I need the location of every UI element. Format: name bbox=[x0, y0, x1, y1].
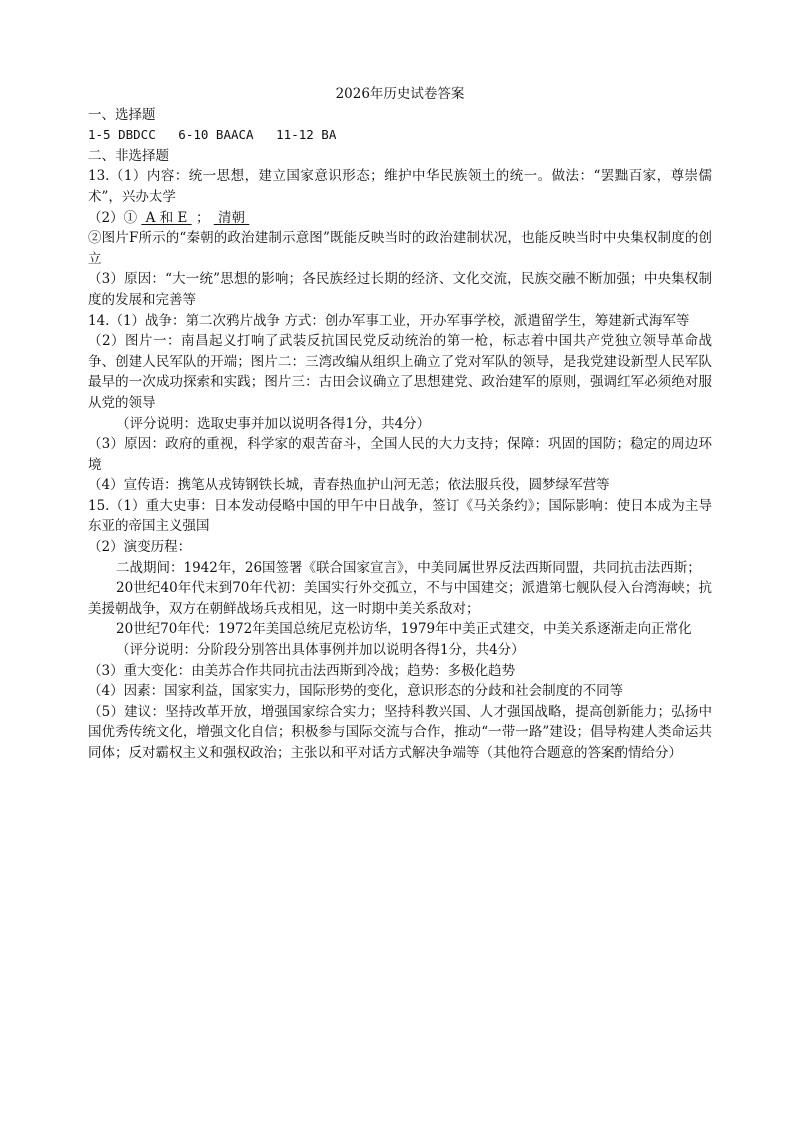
page-title: 2026年历史试卷答案 bbox=[335, 86, 465, 102]
q13-blank-answer-2: 清朝 bbox=[213, 209, 250, 226]
q15-stage-wwii: 二战期间：1942年，26国签署《联合国家宣言》，中美同属世界反法西斯同盟，共同抗击法西斯； bbox=[116, 559, 701, 576]
q14-part2: （2）图片一：南昌起义打响了武装反抗国民党反动统治的第一枪，标志着中国共产党独立领导革命战争、创建人民军队的开端；图片二：三湾改编从组织上确立了党对军队的领导，是我党建设新型人民军队最早的一次成功探索和实践；图片三：古田会议确立了思想建党、政治建军的原则，强调红军必须绝对服从党的领导 bbox=[88, 333, 712, 411]
q15-stage-hostile: 20世纪40年代末到70年代初：美国实行外交孤立，不与中国建交；派遣第七舰队侵入台湾海峡；抗美援朝战争，双方在朝鲜战场兵戎相见，这一时期中美关系敌对； bbox=[88, 580, 712, 617]
section-heading-choice: 一、选择题 bbox=[88, 106, 156, 123]
q15-part1: 15.（1）重大史事：日本发动侵略中国的甲午中日战争，签订《马关条约》；国际影响：使日本成为主导东亚的帝国主义强国 bbox=[88, 497, 712, 535]
q13-part2 bbox=[88, 208, 712, 229]
q13-blank-answer-1: A 和 E bbox=[141, 209, 192, 226]
q13-part1: 13.（1）内容：统一思想，建立国家意识形态；维护中华民族领土的统一。做法：“罢黜百家，尊崇儒术”，兴办太学 bbox=[88, 168, 712, 205]
q15-part2-heading: （2）演变历程： bbox=[88, 539, 192, 556]
q13-blank-separator: ； bbox=[191, 209, 214, 226]
q15-scoring-note: （评分说明：分阶段分别答出具体事例并加以说明各得1分，共4分） bbox=[116, 642, 525, 659]
q15-part5: （5）建议：坚持改革开放，增强国家综合实力；坚持科教兴国、人才强国战略，提高创新能力；弘扬中国优秀传统文化，增强文化自信；积极参与国际交流与合作，推动“一带一路”建设；倡导构建人类命运共同体；反对霸权主义和强权政治；主张以和平对话方式解决争端等（其他符合题意的答案酌情给分） bbox=[88, 703, 712, 761]
q14-scoring-note: （评分说明：选取史事并加以说明各得1分，共4分） bbox=[116, 415, 431, 432]
q13-part3: （3）原因：“大一统”思想的影响；各民族经过长期的经济、文化交流，民族交融不断加强；中央集权制度的发展和完善等 bbox=[88, 271, 712, 308]
section-heading-nonchoice: 二、非选择题 bbox=[88, 147, 169, 164]
q15-stage-normalization: 20世纪70年代：1972年美国总统尼克松访华，1979年中美正式建交，中美关系逐渐走向正常化 bbox=[116, 621, 692, 638]
q13-part2-prefix: （2）① bbox=[88, 209, 142, 226]
answer-document bbox=[88, 84, 712, 764]
q14-part1: 14.（1）战争：第二次鸦片战争 方式：创办军事工业，开办军事学校，派遣留学生，筹建新式海军等 bbox=[88, 312, 690, 329]
q13-part2-explanation: ②图片F所示的“秦朝的政治建制示意图”既能反映当时的政治建制状况，也能反映当时中央集权制度的创立 bbox=[88, 230, 712, 267]
q14-part3: （3）原因：政府的重视，科学家的艰苦奋斗，全国人民的大力支持；保障：巩固的国防；稳定的周边环境 bbox=[88, 436, 712, 473]
choice-answers: 1-5 DBDCC 6-10 BAACA 11-12 BA bbox=[88, 127, 337, 143]
q14-part4: （4）宣传语：携笔从戎铸钢铁长城，青春热血护山河无恙；依法服兵役，圆梦绿军营等 bbox=[88, 477, 610, 494]
q15-part3: （3）重大变化：由美苏合作共同抗击法西斯到冷战；趋势：多极化趋势 bbox=[88, 662, 516, 679]
q15-part4: （4）因素：国家利益，国家实力，国际形势的变化，意识形态的分歧和社会制度的不同等 bbox=[88, 683, 624, 700]
